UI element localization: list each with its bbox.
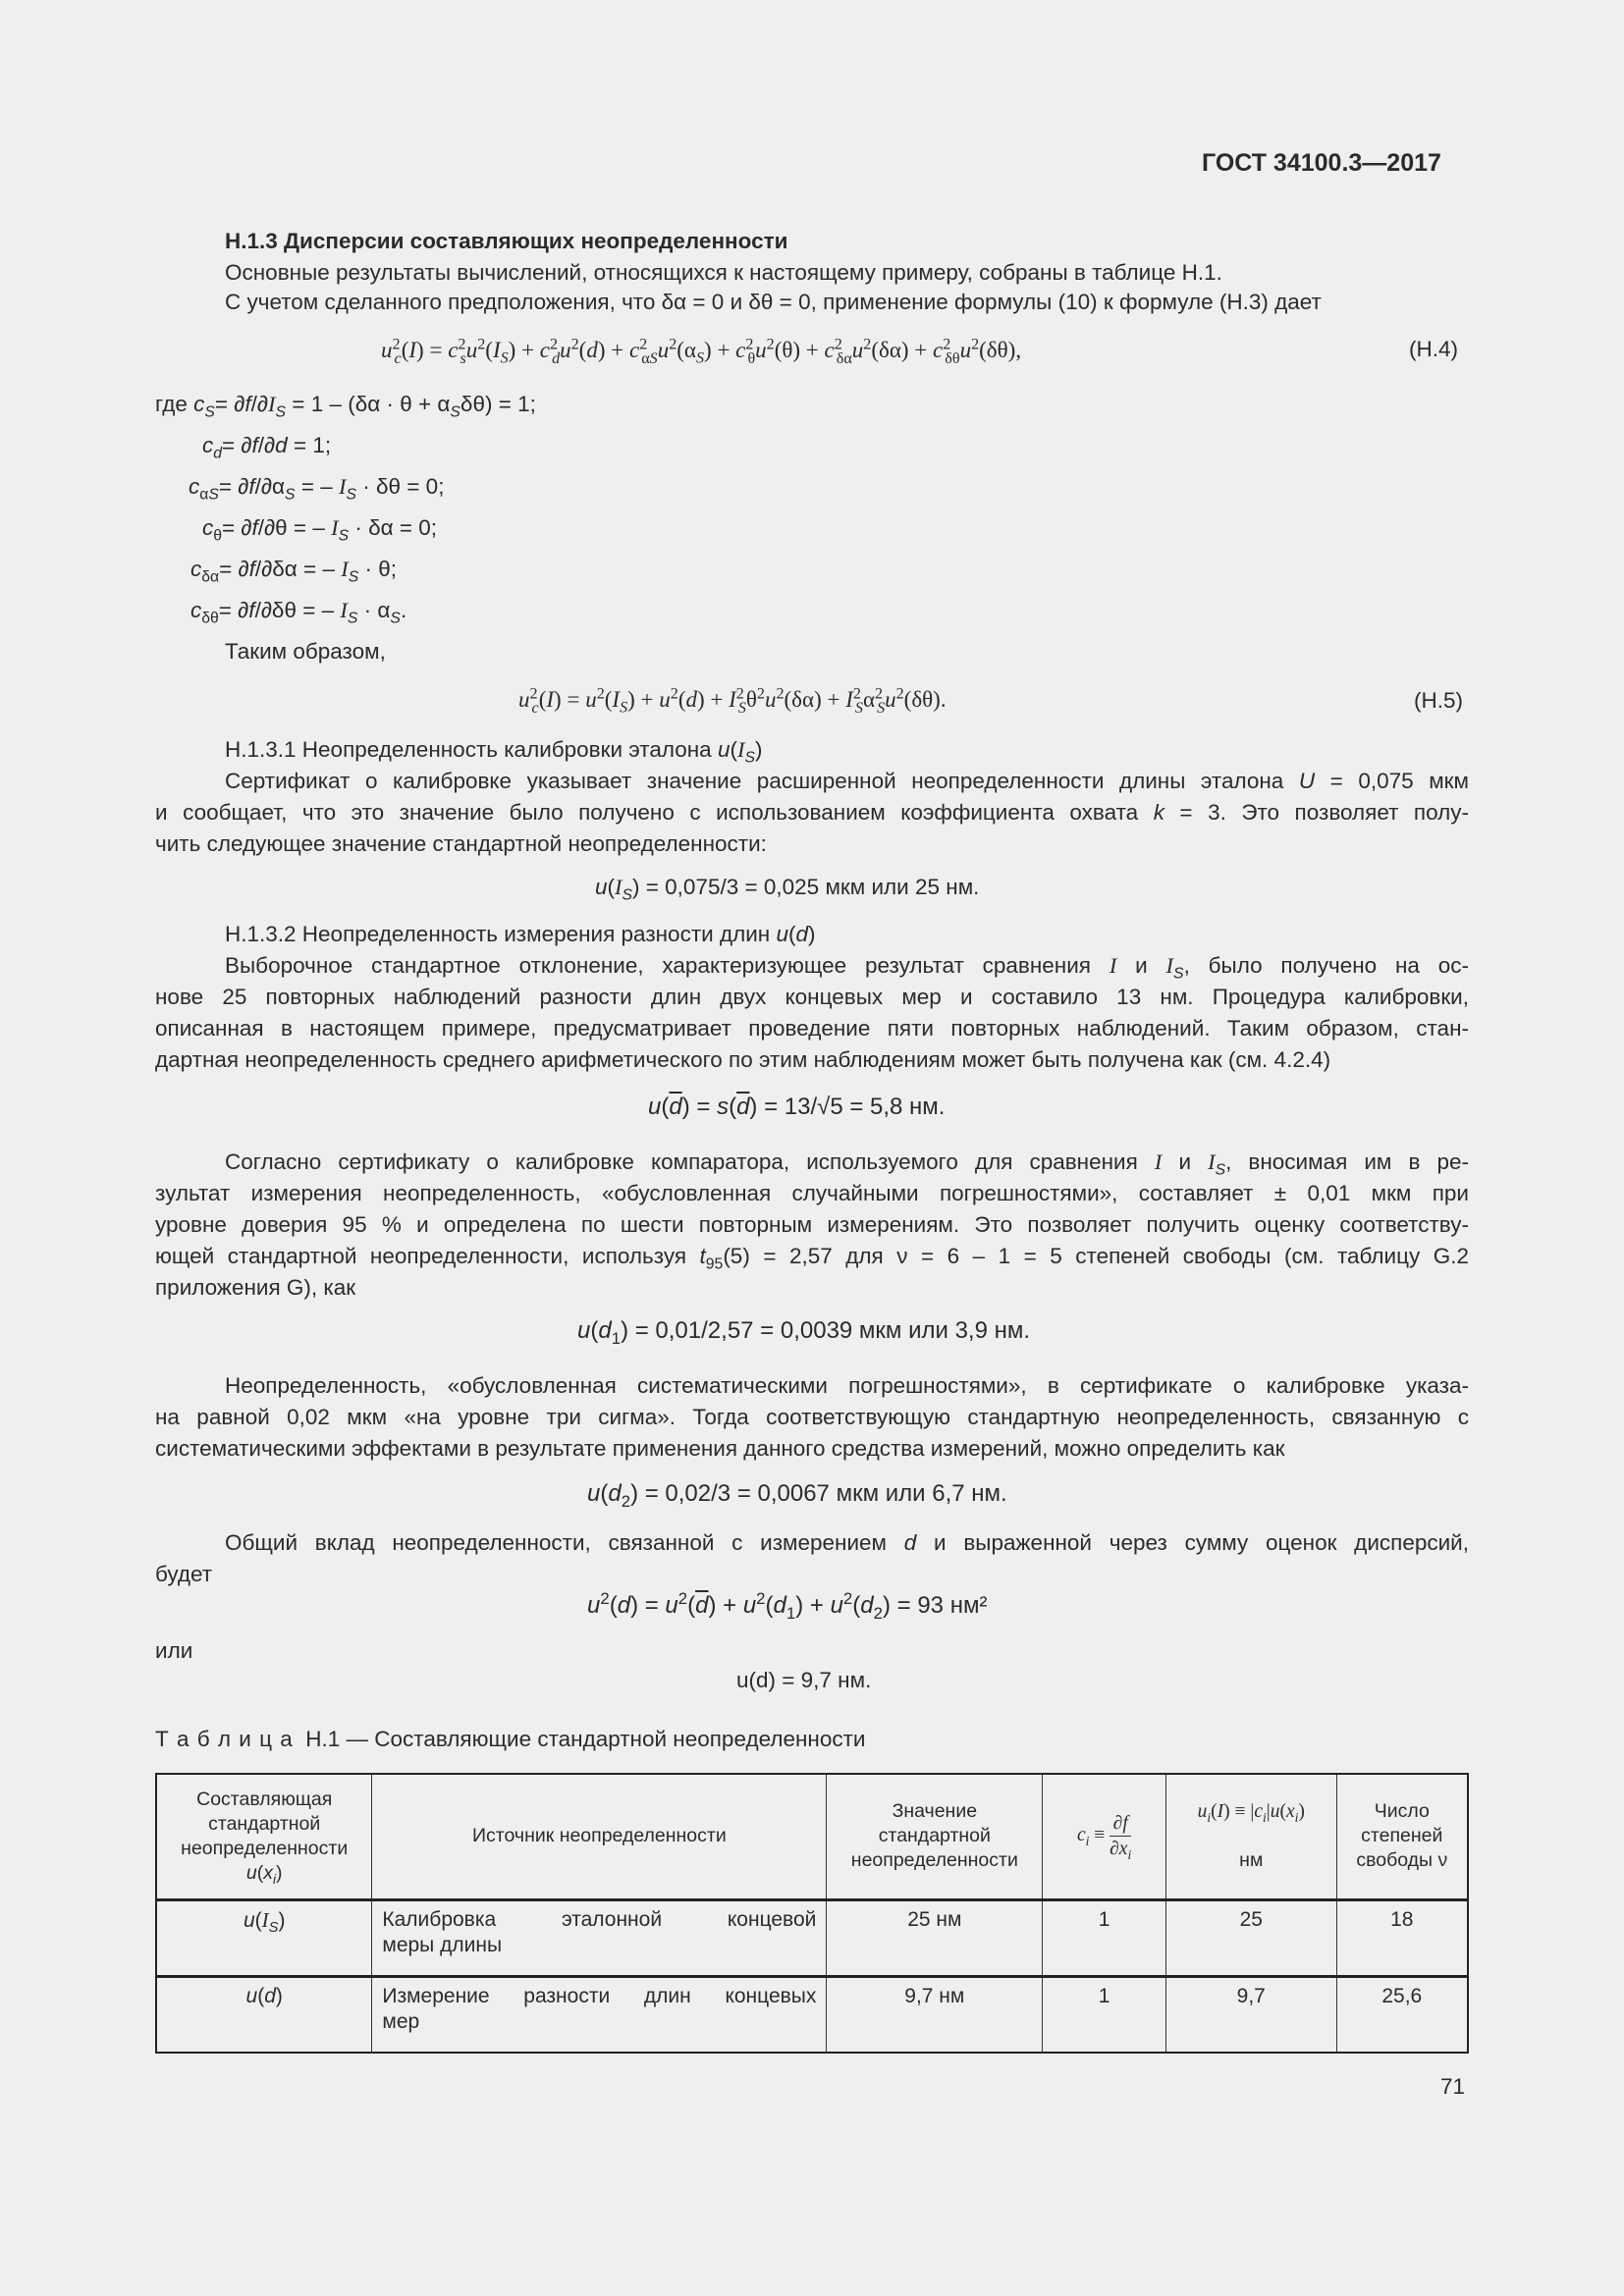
col-header-value: Значение стандартной неопределенности bbox=[827, 1774, 1043, 1899]
equation-u-dbar: $u(\overline{d}) = s(\overline{d}) = 13/√5 = 5,8$ нм. bbox=[648, 1094, 946, 1120]
cell-value: 25 нм bbox=[827, 1899, 1043, 1976]
paragraph-line: Сертификат о калибровке указывает значение расширенной неопределенности длины эталона U = 0,075 мкм bbox=[225, 769, 1469, 793]
paragraph-line: или bbox=[155, 1638, 193, 1663]
cell-component: $u(I_S)$ bbox=[156, 1899, 372, 1976]
paragraph-line: описанная в настоящем примере, предусматривает проведение пяти повторных наблюдений. Таким образом, стан- bbox=[155, 1016, 1469, 1041]
cell-dof: 25,6 bbox=[1336, 1976, 1468, 2053]
cell-component: u(d) bbox=[156, 1976, 372, 2053]
cell-value: 9,7 нм bbox=[827, 1976, 1043, 2053]
coef-where-cs: где $c_S= \partial f/\partial I_S = 1 - (\delta\alpha \cdot \theta + \alpha_S\delta\theta) = 1$; bbox=[155, 392, 536, 421]
paragraph-line: дартная неопределенность среднего арифметического по этим наблюдениям может быть получена как (см. 4.2.4) bbox=[155, 1047, 1331, 1072]
cell-ci: 1 bbox=[1043, 1899, 1166, 1976]
paragraph-line: ющей стандартной неопределенности, используя $t_{95}(5) = 2,57$ для ν = 6 – 1 = 5 степеней свободы (см. таблицу G.2 bbox=[155, 1244, 1469, 1273]
paragraph-line: Общий вклад неопределенности, связанной с измерением d и выраженной через сумму оценок дисперсий, bbox=[225, 1530, 1469, 1555]
paragraph-line: приложения G), как bbox=[155, 1275, 356, 1300]
col-header-ui: $u_i(I) \equiv |c_i|u(x_i)$ нм bbox=[1165, 1774, 1336, 1899]
col-header-source: Источник неопределенности bbox=[372, 1774, 827, 1899]
cell-ci: 1 bbox=[1043, 1976, 1166, 2053]
paragraph-line: и сообщает, что это значение было получено с использованием коэффициента охвата k = 3. Это позволяет полу- bbox=[155, 800, 1469, 825]
col-header-ci: $c_i$ ≡ $\frac{\partial f}{\partial x_i}$ bbox=[1043, 1774, 1166, 1899]
paragraph: Таким образом, bbox=[225, 639, 386, 664]
paragraph-line: будет bbox=[155, 1562, 213, 1586]
coef-cdalpha: $c_{\delta\alpha}= \partial f/\partial\delta\alpha$ = – $I_S \cdot \theta$; bbox=[190, 557, 397, 586]
cell-source: Калибровка эталонной концевой меры длины bbox=[372, 1899, 827, 1976]
cell-ui: 9,7 bbox=[1165, 1976, 1336, 2053]
table-row bbox=[156, 1976, 1468, 2053]
paragraph-line: уровне доверия 95 % и определена по шести повторным измерениям. Это позволяет получить оценку соответству- bbox=[155, 1212, 1469, 1237]
paragraph-line: Согласно сертификату о калибровке компаратора, используемого для сравнения I и $I_S$, вносимая им в ре- bbox=[225, 1149, 1469, 1179]
equation-u-d2: $u(d_2) = 0,02/3 = 0,0067$ мкм или 6,7 нм. bbox=[587, 1480, 1007, 1511]
coef-cd: $c_d= \partial f/\partial d = 1$; bbox=[202, 433, 332, 462]
equation-number: (H.4) bbox=[1409, 337, 1458, 361]
cell-dof: 18 bbox=[1336, 1899, 1468, 1976]
document-header: ГОСТ 34100.3—2017 bbox=[1202, 149, 1441, 177]
equation-h5: $u^2_c(I) = u^2(I_S) + u^2(d) + I^2_S\theta^2u^2(\delta\alpha) + I^2_S\alpha^2_Su^2(\delta\theta)$. bbox=[518, 685, 947, 717]
paragraph-line: чить следующее значение стандартной неопределенности: bbox=[155, 831, 767, 856]
paragraph-line: систематическими эффектами в результате применения данного средства измерений, можно определить как bbox=[155, 1436, 1285, 1461]
coef-cdtheta: $c_{\delta\theta}= \partial f/\partial\delta\theta$ = – $I_S \cdot \alpha_S$. bbox=[190, 598, 407, 627]
equation-u2d: $u^2(d) = u^2(\overline{d}) + u^2(d_1) + u^2(d_2) = 93$ нм² bbox=[587, 1589, 988, 1623]
paragraph: С учетом сделанного предположения, что δα = 0 и δθ = 0, применение формулы (10) к формуле (H.3) дает bbox=[225, 290, 1322, 314]
coef-ctheta: $c_\theta= \partial f/\partial\theta$ = – $I_S \cdot \delta\alpha = 0$; bbox=[202, 515, 438, 545]
paragraph-line: Неопределенность, «обусловленная систематическими погрешностями», в сертификате о калибровке указа- bbox=[225, 1373, 1469, 1398]
cell-source: Измерение разности длин концевых мер bbox=[372, 1976, 827, 2053]
paragraph: Основные результаты вычислений, относящихся к настоящему примеру, собраны в таблице H.1. bbox=[225, 260, 1222, 285]
col-header-dof: Число степеней свободы ν bbox=[1336, 1774, 1468, 1899]
equation-u-is: $u(I_S) = 0,075/3 = 0,025$ мкм или 25 нм. bbox=[595, 875, 980, 904]
paragraph-line: Выборочное стандартное отклонение, характеризующее результат сравнения I и $I_S$, было получено на ос- bbox=[225, 953, 1469, 983]
uncertainty-table bbox=[155, 1773, 1469, 2054]
equation-ud-final: u(d) = 9,7 нм. bbox=[736, 1668, 872, 1692]
equation-h4: $u^2_c(I) = c^2_su^2(I_S) + c^2_du^2(d) + c^2_{\alpha S}u^2(\alpha_S) + c^2_\theta u^2(\theta) + c^2_{\delta\alpha}u^2(\delta\alpha) + c^2_{\delta\theta}u^2(\delta\theta)$, bbox=[381, 336, 1022, 367]
equation-u-d1: $u(d_1) = 0,01/2,57 = 0,0039$ мкм или 3,9 нм. bbox=[577, 1317, 1031, 1348]
table-caption: Т а б л и ц а H.1 — Составляющие стандартной неопределенности bbox=[155, 1727, 866, 1751]
col-header-component: Составляющая стандартной неопределенности $u(x_i)$ bbox=[156, 1774, 372, 1899]
paragraph-line: нове 25 повторных наблюдений разности длин двух концевых мер и составило 13 нм. Процедура калибровки, bbox=[155, 985, 1469, 1009]
subsection-title: H.1.3.1 Неопределенность калибровки эталона $u(I_S)$ bbox=[225, 737, 763, 767]
section-title: H.1.3 Дисперсии составляющих неопределенности bbox=[225, 229, 788, 253]
table-row bbox=[156, 1899, 1468, 1976]
subsection-title: H.1.3.2 Неопределенность измерения разности длин u(d) bbox=[225, 922, 816, 946]
equation-number: (H.5) bbox=[1414, 688, 1463, 713]
table-header-row bbox=[156, 1774, 1468, 1899]
paragraph-line: зультат измерения неопределенность, «обусловленная случайными погрешностями», составляет ± 0,01 мкм при bbox=[155, 1181, 1469, 1205]
cell-ui: 25 bbox=[1165, 1899, 1336, 1976]
coef-cas: $c_{\alpha S}= \partial f/\partial\alpha_S$ = – $I_S \cdot \delta\theta = 0$; bbox=[189, 474, 445, 504]
page-number: 71 bbox=[1440, 2074, 1466, 2099]
paragraph-line: на равной 0,02 мкм «на уровне три сигма». Тогда соответствующую стандартную неопределенность, связанную с bbox=[155, 1405, 1469, 1429]
